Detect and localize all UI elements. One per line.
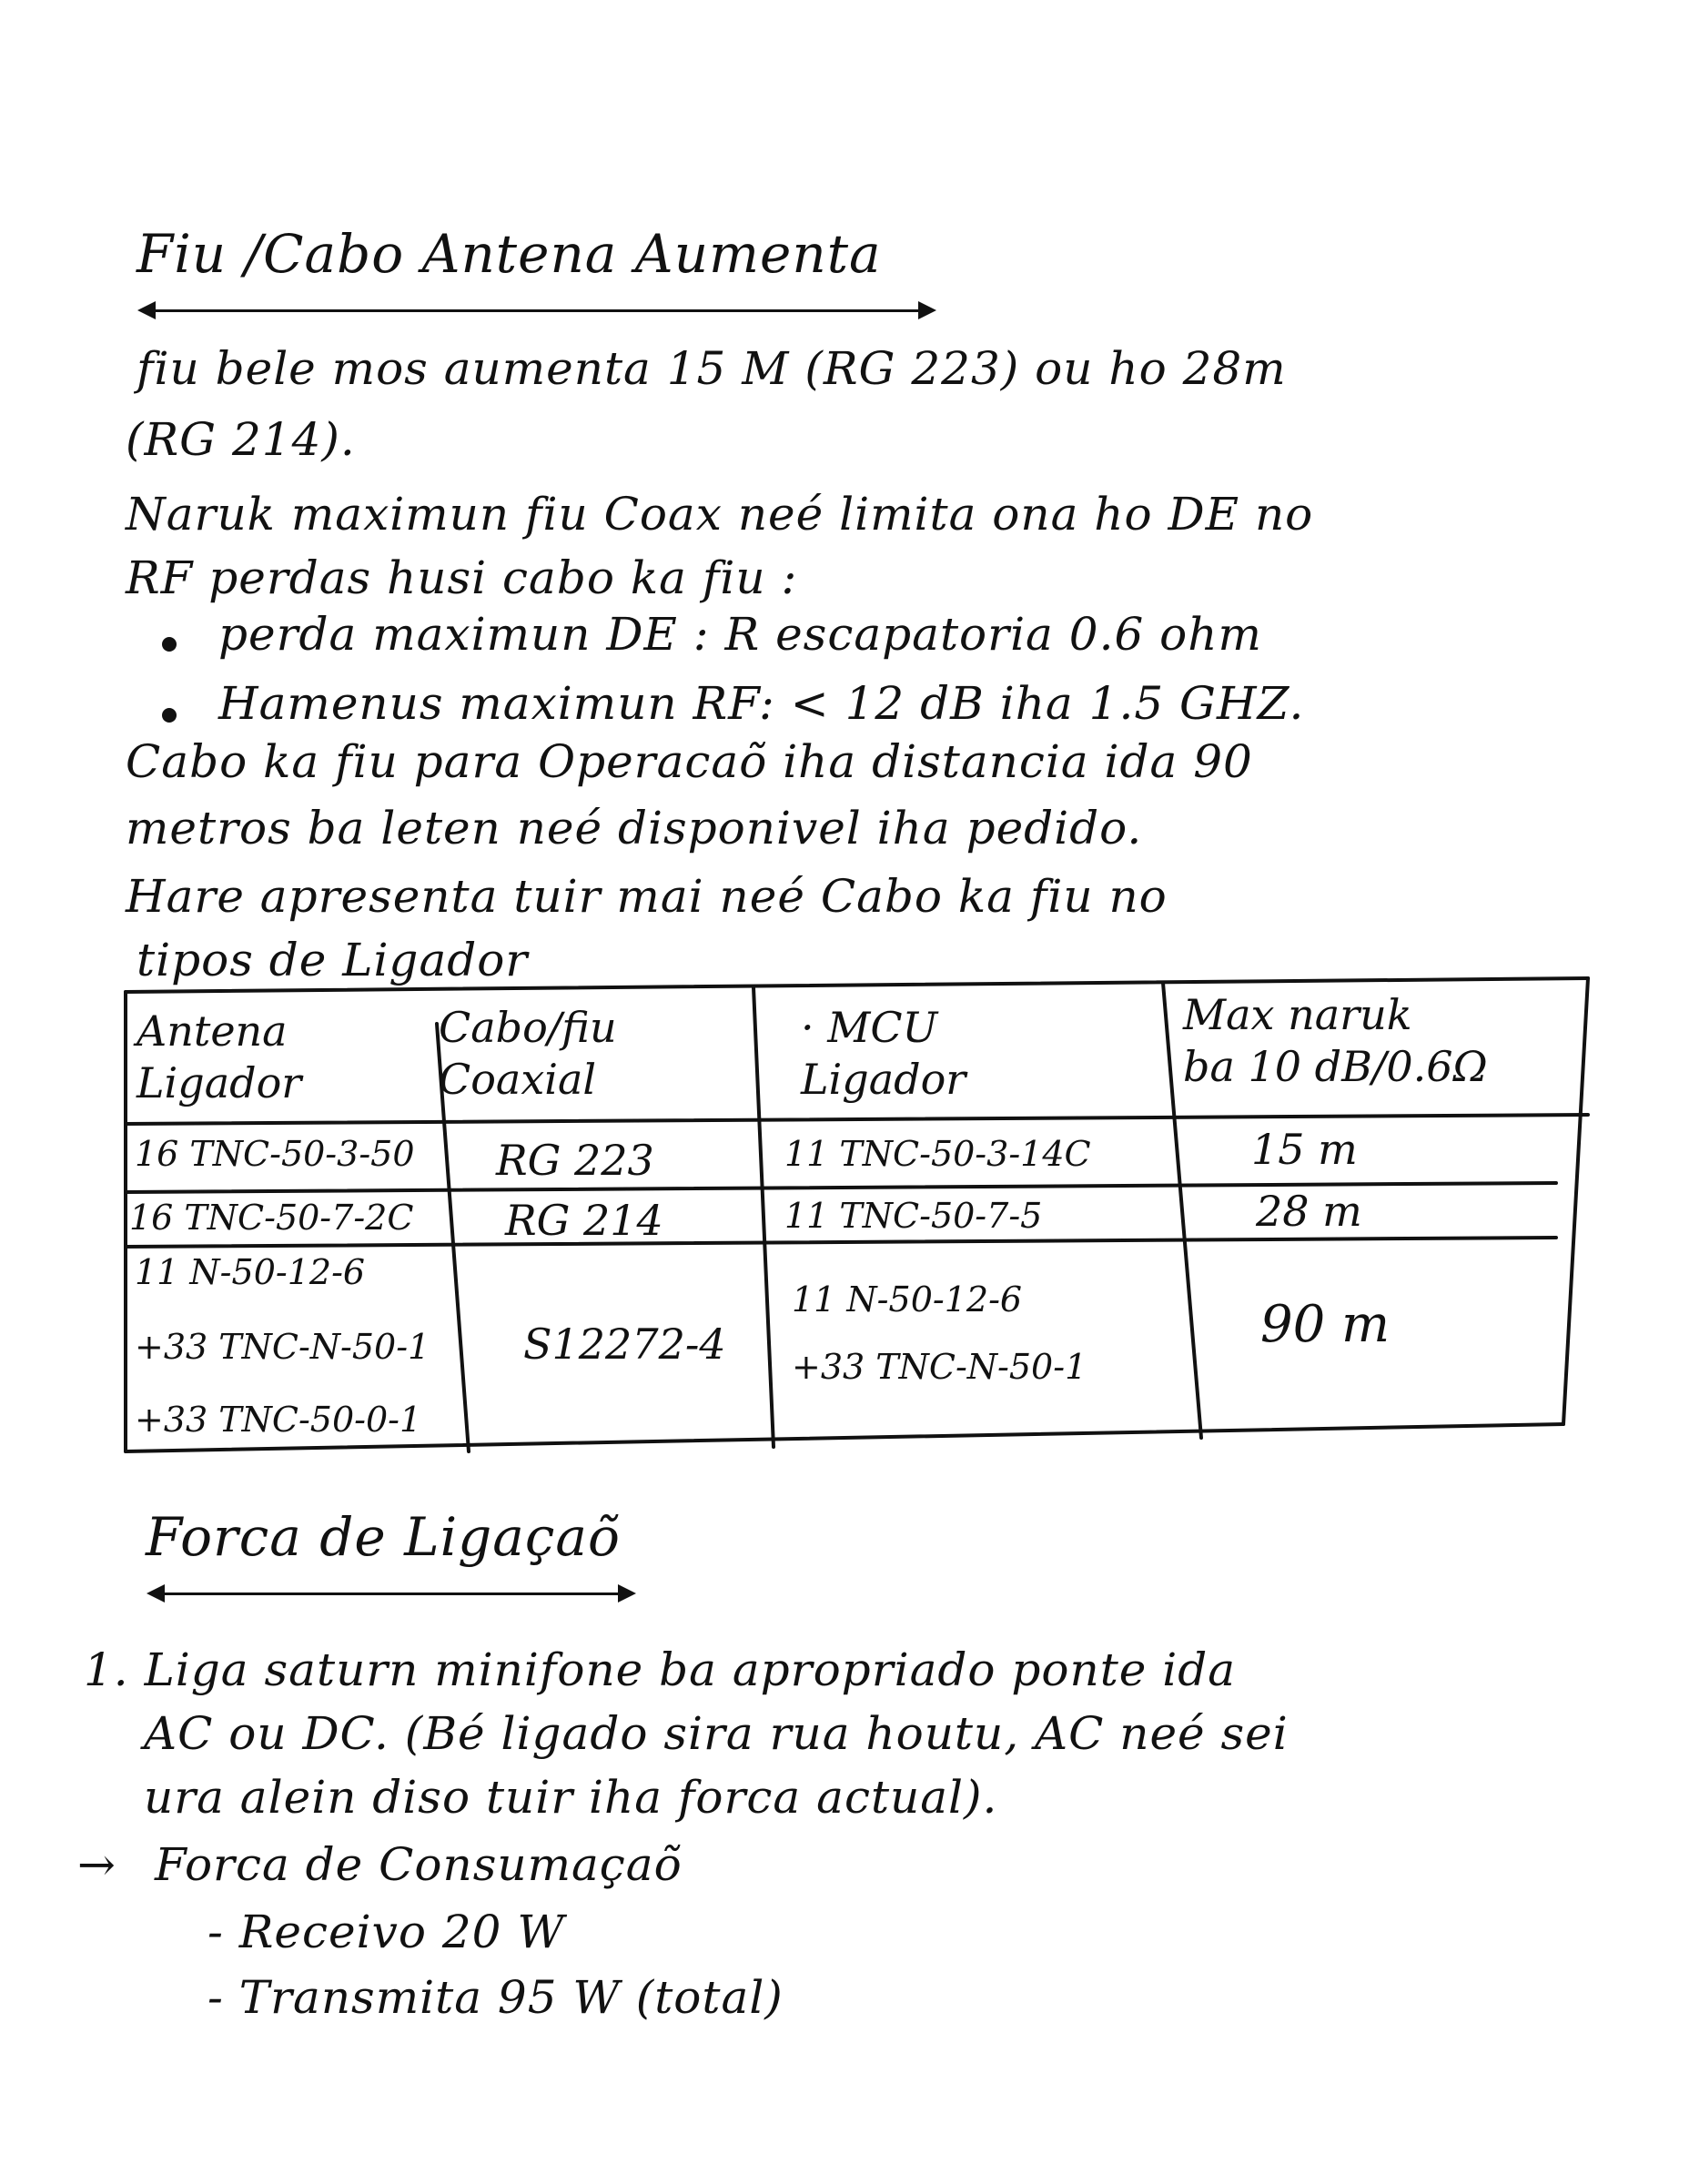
table-row-3-antena-3: +33 TNC-50-0-1 xyxy=(135,1400,422,1440)
table-header-max-line-1: Max naruk xyxy=(1183,990,1412,1039)
table-row-3-mcu-1: 11 N-50-12-6 xyxy=(792,1279,1023,1320)
table-row-3-antena-2: +33 TNC-N-50-1 xyxy=(135,1327,430,1367)
table-row-1-antena: 16 TNC-50-3-50 xyxy=(135,1134,415,1174)
table-col-divider-2 xyxy=(753,987,774,1447)
table-row-2-mcu: 11 TNC-50-7-5 xyxy=(784,1196,1043,1236)
consumption-title: Forca de Consumaçaõ xyxy=(155,1838,683,1891)
table-header-cabo xyxy=(439,1005,617,1102)
table-row-3-cabo: S12272-4 xyxy=(523,1320,726,1369)
table-header-mcu-line-1: · MCU xyxy=(801,1003,938,1052)
table-row-2-cabo: RG 214 xyxy=(505,1196,663,1245)
text-line-4: RF perdas husi cabo ka fiu : xyxy=(126,551,798,604)
table-header-border xyxy=(126,1115,1588,1124)
section-heading-antenna-cable: Fiu /Cabo Antena Aumenta xyxy=(137,223,882,285)
paragraph-line-2: metros ba leten neé disponivel iha pedido. xyxy=(126,802,1143,854)
text-line-3: Naruk maximun fiu Coax neé limita ona ho DE no xyxy=(126,488,1314,541)
table-row-1-mcu: 11 TNC-50-3-14C xyxy=(784,1134,1091,1174)
table-header-antena-line-1: Antena xyxy=(137,1006,288,1056)
table-row2-border xyxy=(126,1238,1556,1247)
paragraph-line-1: Cabo ka fiu para Operacaõ iha distancia ida 90 xyxy=(126,735,1253,788)
consumption-receive: - Receivo 20 W xyxy=(207,1906,565,1958)
table-row-3-antena-1: 11 N-50-12-6 xyxy=(135,1252,366,1292)
arrow-icon: → xyxy=(77,1838,116,1891)
bullet-text-1: perda maximun DE : R escapatoria 0.6 ohm xyxy=(218,608,1262,661)
table-row-3-mcu-2: +33 TNC-N-50-1 xyxy=(792,1347,1087,1387)
table-header-cabo-line-1: Cabo/fiu xyxy=(439,1003,617,1052)
table-header-mcu-line-2: Ligador xyxy=(801,1054,966,1104)
text-line-2: (RG 214). xyxy=(126,413,356,466)
table-row-1-max: 15 m xyxy=(1251,1125,1358,1174)
table-header-cabo-line-2: Coaxial xyxy=(439,1054,597,1104)
paragraph-line-3: Hare apresenta tuir mai neé Cabo ka fiu no xyxy=(126,870,1168,923)
table-header-antena xyxy=(137,1008,301,1106)
text-line-1: fiu bele mos aumenta 15 M (RG 223) ou ho 28m xyxy=(137,342,1287,395)
table-row-1-cabo: RG 223 xyxy=(496,1136,654,1185)
paragraph-line-4: tipos de Ligador xyxy=(137,934,529,986)
table-right-border xyxy=(1563,978,1588,1424)
heading-underline-arrow-2 xyxy=(150,1592,632,1595)
table-header-antena-line-2: Ligador xyxy=(137,1057,302,1107)
table-header-mcu xyxy=(801,1005,966,1102)
power-item-1-line-2: AC ou DC. (Bé ligado sira rua houtu, AC neé sei xyxy=(144,1707,1289,1760)
bullet-text-2: Hamenus maximun RF: < 12 dB iha 1.5 GHZ. xyxy=(218,677,1305,730)
table-header-max xyxy=(1183,992,1488,1089)
section-heading-power-connection: Forca de Ligaçaõ xyxy=(146,1506,621,1568)
table-header-max-line-2: ba 10 dB/0.6Ω xyxy=(1183,1041,1488,1091)
table-row-2-max: 28 m xyxy=(1256,1187,1362,1236)
power-item-1-line-1: 1. Liga saturn minifone ba apropriado ponte ida xyxy=(84,1643,1237,1696)
table-row-2-antena: 16 TNC-50-7-2C xyxy=(129,1198,414,1238)
table-row-3-max: 90 m xyxy=(1260,1295,1391,1354)
consumption-transmit: - Transmita 95 W (total) xyxy=(207,1971,784,2024)
power-item-1-line-3: ura alein diso tuir iha forca actual). xyxy=(144,1771,998,1824)
